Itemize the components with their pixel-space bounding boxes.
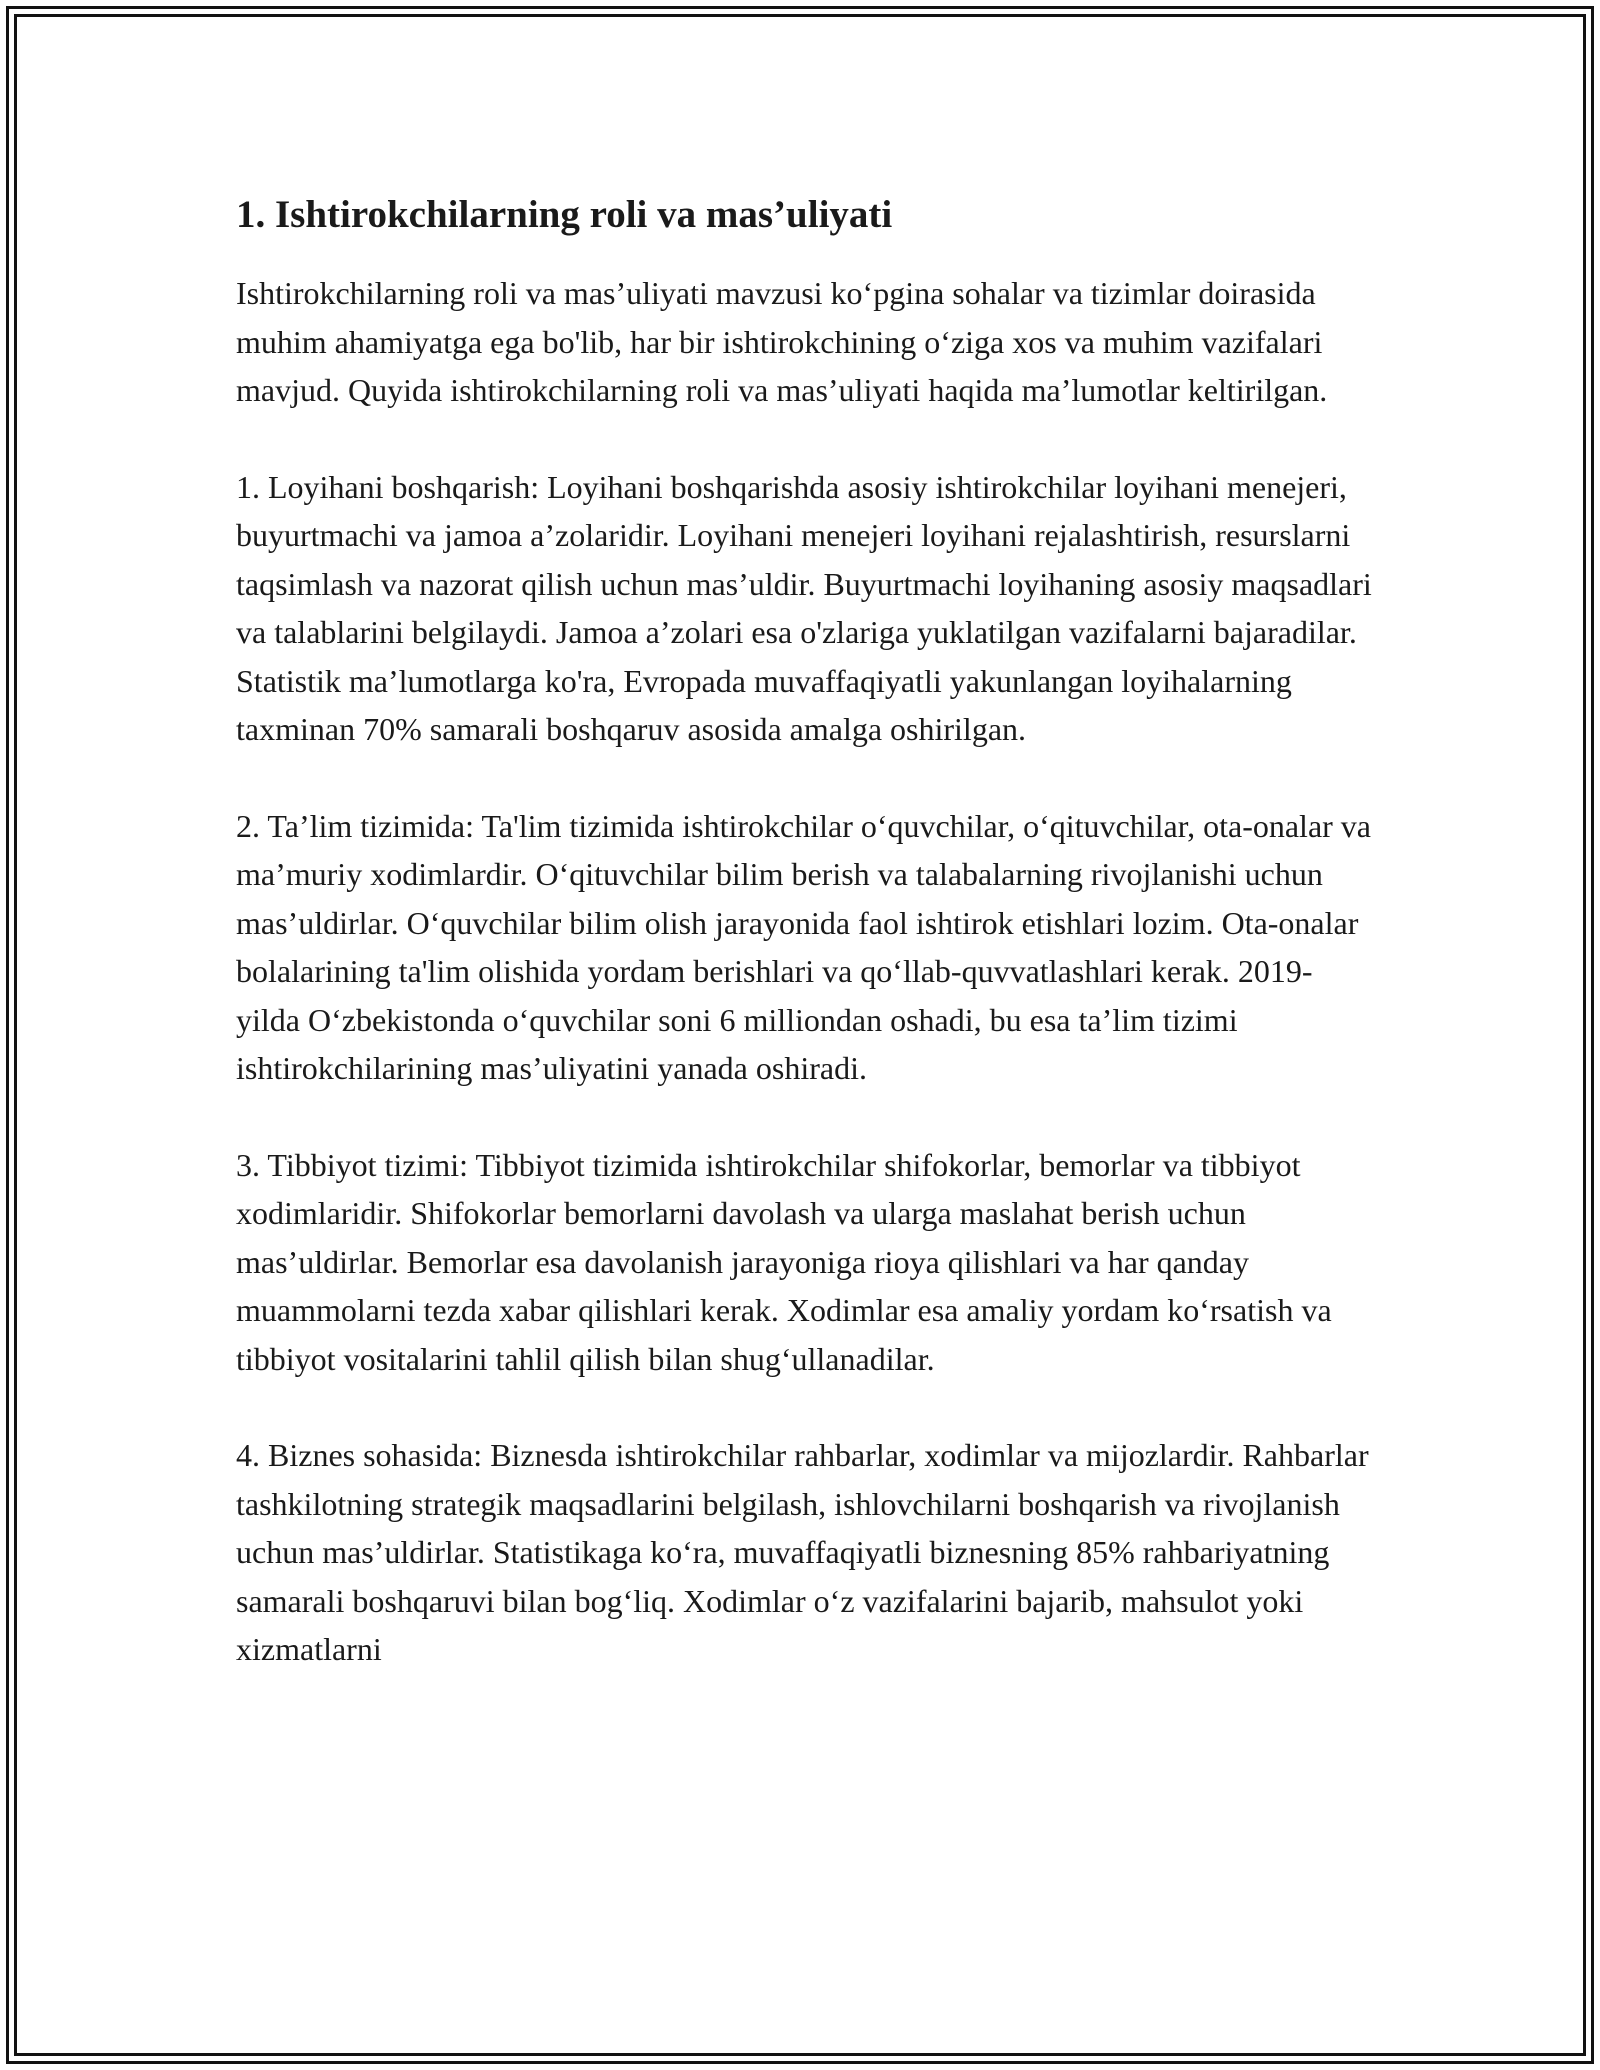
paragraph-project-management: 1. Loyihani boshqarish: Loyihani boshqarishda asosiy ishtirokchilar loyihani menejeri, buyurtmachi va jamoa a’zolaridir. Loyihani menejeri loyihani rejalashtirish, resurslarni taqsimlash va nazorat qilish uchun mas’uldir. Buyurtmachi loyihaning asosiy maqsadlari va talablarini belgilaydi. Jamoa a’zolari esa o'zlariga yuklatilgan vazifalarni bajaradilar. Statistik ma’lumotlarga ko'ra, Evropada muvaffaqiyatli yakunlangan loyihalarning taxminan 70% samarali boshqaruv asosida amalga oshirilgan. [236,468,1372,747]
paragraph-business: 4. Biznes sohasida: Biznesda ishtirokchilar rahbarlar, xodimlar va mijozlardir. Rahbarlar tashkilotning strategik maqsadlarini belgilash, ishlovchilarni boshqarish va rivojlanish uchun mas’uldirlar. Statistikaga ko‘ra, muvaffaqiyatli biznesning 85% rahbariyatning samarali boshqaruvi bilan bog‘liq. Xodimlar o‘z vazifalarini bajarib, mahsulot yoki xizmatlarni [236,1437,1369,1667]
document-body [236,185,1376,1722]
paragraph-intro: Ishtirokchilarning roli va mas’uliyati mavzusi ko‘pgina sohalar va tizimlar doirasida muhim ahamiyatga ega bo'lib, har bir ishtirokchining o‘ziga xos va muhim vazifalari mavjud. Quyida ishtirokchilarning roli va mas’uliyati haqida ma’lumotlar keltirilgan. [236,275,1328,408]
paragraph-education: 2. Ta’lim tizimida: Ta'lim tizimida ishtirokchilar o‘quvchilar, o‘qituvchilar, ota-onalar va ma’muriy xodimlardir. O‘qituvchilar bilim berish va talabalarning rivojlanishi uchun mas’uldirlar. O‘quvchilar bilim olish jarayonida faol ishtirok etishlari lozim. Ota-onalar bolalarining ta'lim olishida yordam berishlari va qo‘llab-quvvatlashlari kerak. 2019-yilda O‘zbekistonda o‘quvchilar soni 6 milliondan oshadi, bu esa ta’lim tizimi ishtirokchilarining mas’uliyatini yanada oshiradi. [236,807,1371,1086]
paragraph-healthcare: 3. Tibbiyot tizimi: Tibbiyot tizimida ishtirokchilar shifokorlar, bemorlar va tibbiyot xodimlaridir. Shifokorlar bemorlarni davolash va ularga maslahat berish uchun mas’uldirlar. Bemorlar esa davolanish jarayoniga rioya qilishlari va har qanday muammolarni tezda xabar qilishlari kerak. Xodimlar esa amaliy yordam ko‘rsatish va tibbiyot vositalarini tahlil qilish bilan shug‘ullanadilar. [236,1146,1332,1377]
document-title: 1. Ishtirokchilarning roli va mas’uliyati [236,193,893,236]
